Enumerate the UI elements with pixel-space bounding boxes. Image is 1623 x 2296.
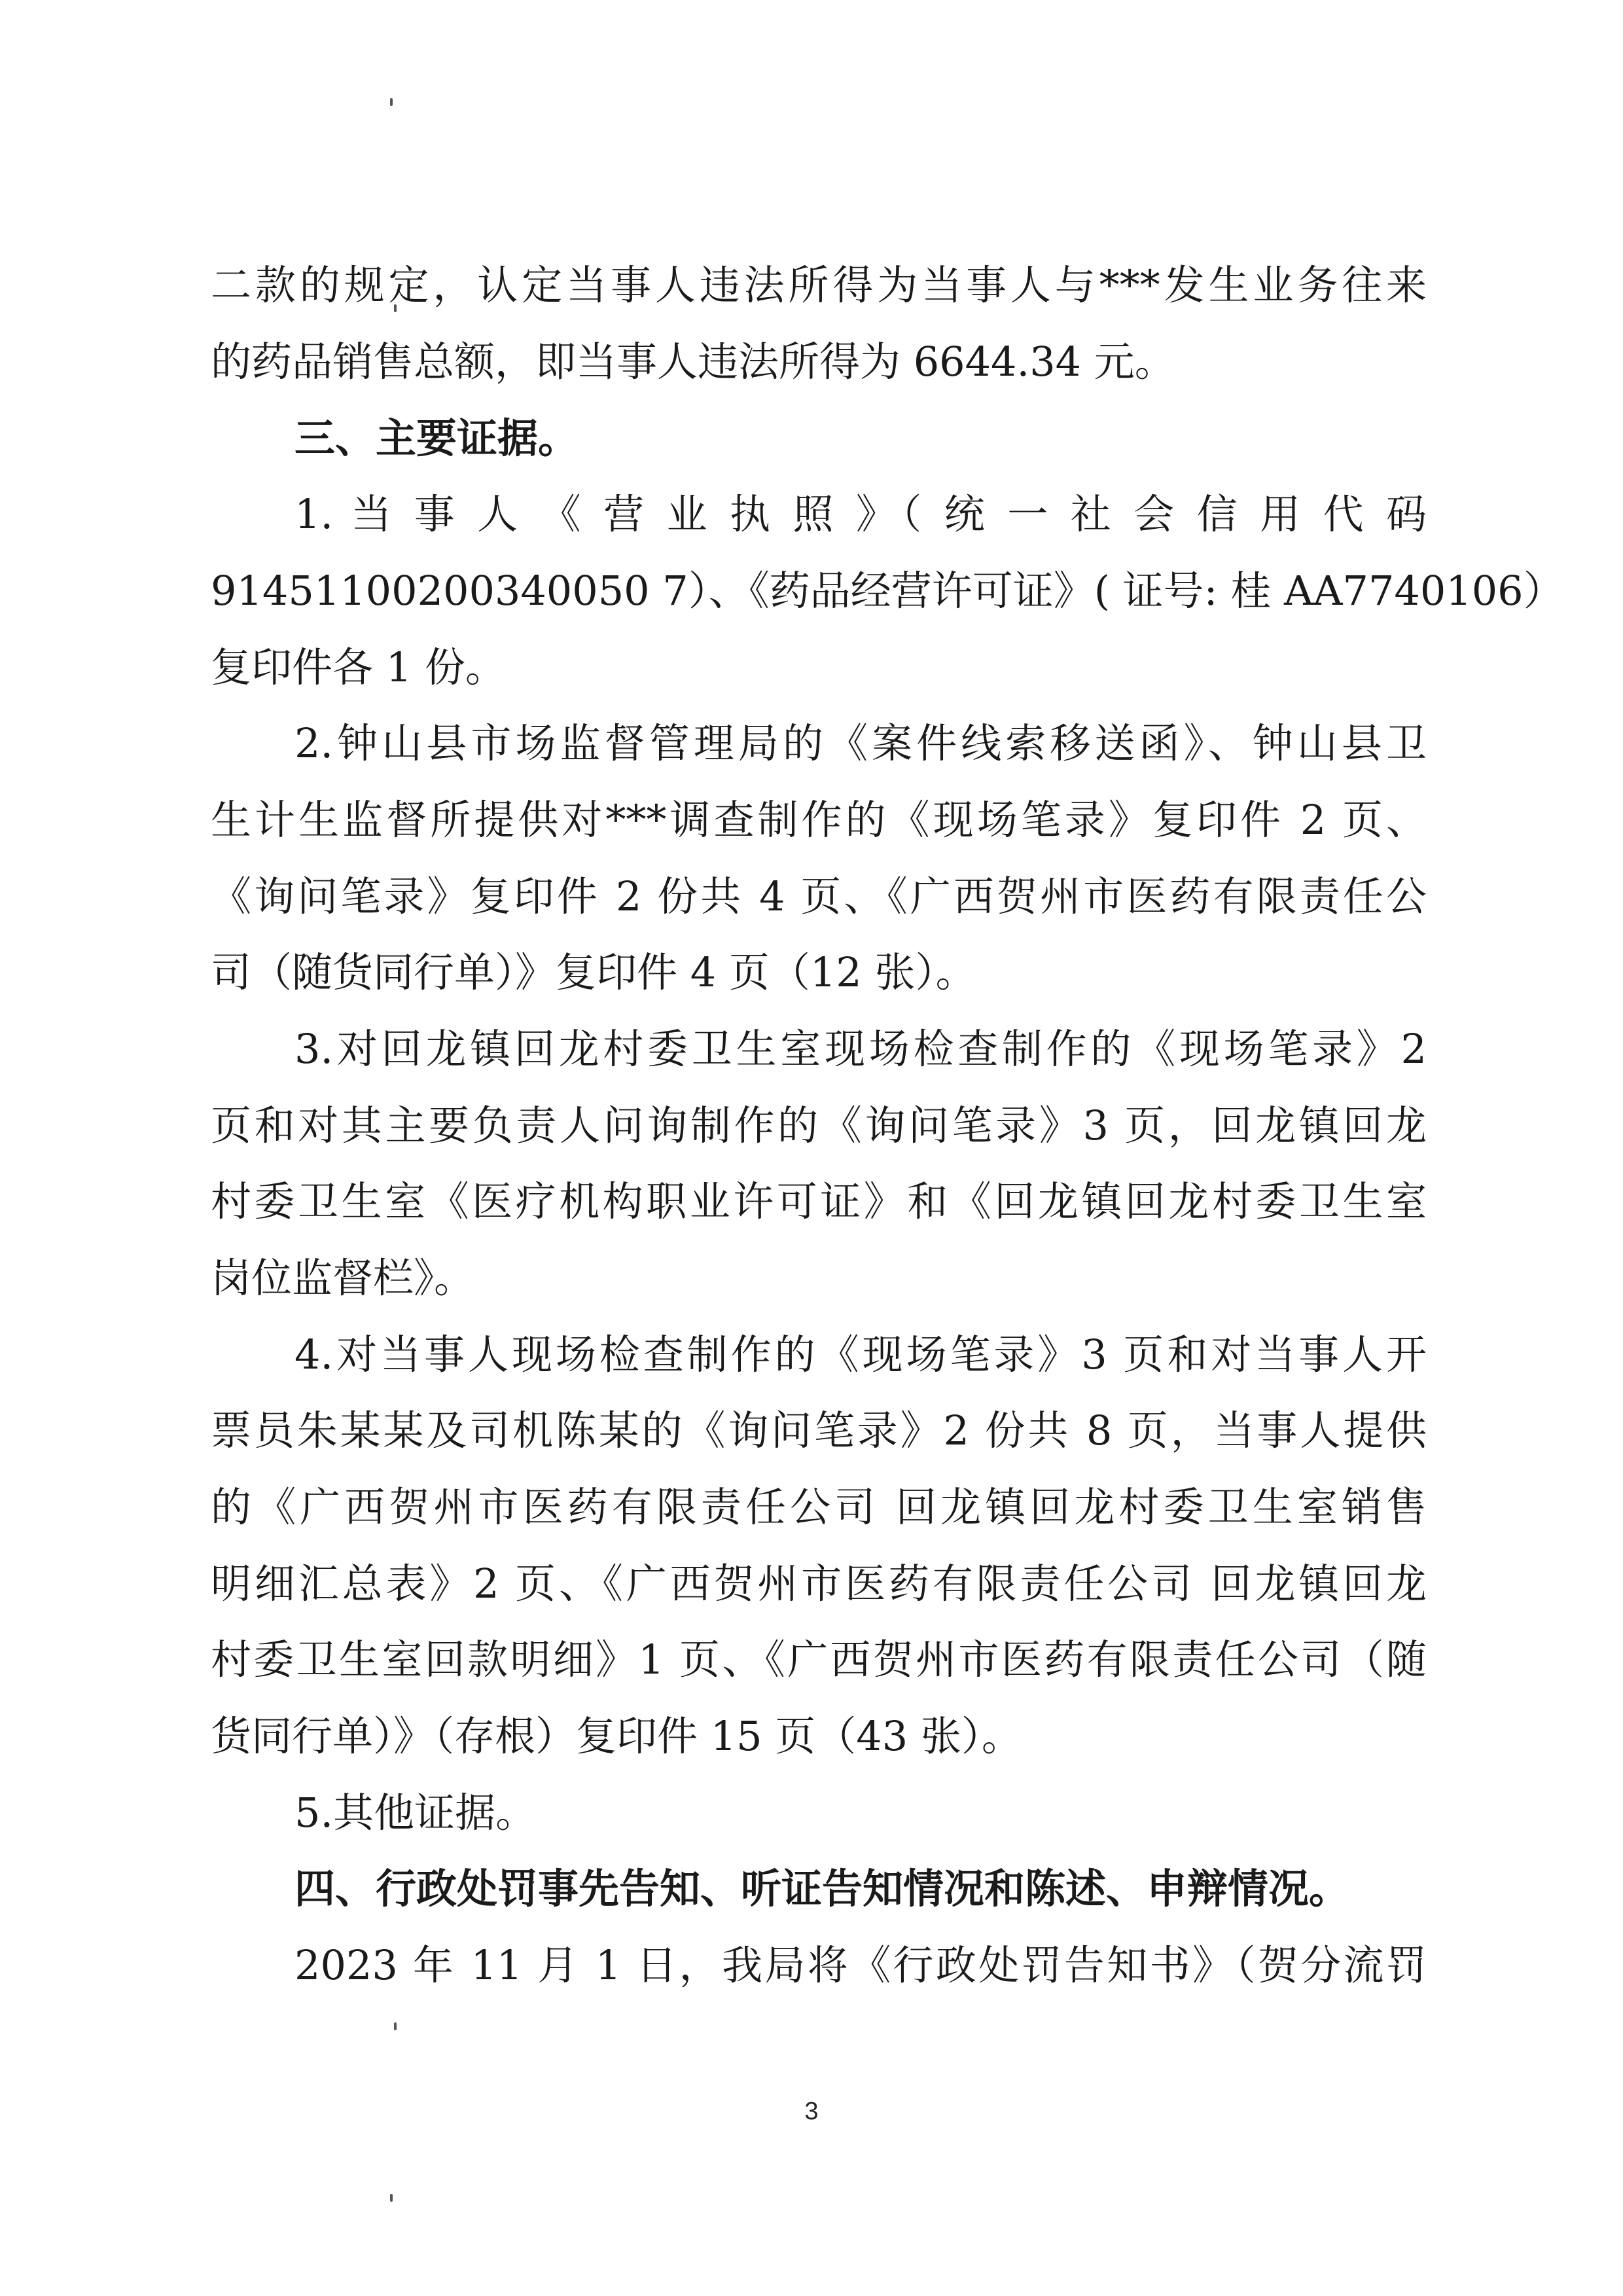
body-text-line: 1. 当 事 人 《 营 业 执 照 》（ 统 一 社 会 信 用 代 码 xyxy=(294,490,1427,538)
body-text-line: 3.对回龙镇回龙村委卫生室现场检查制作的《现场笔录》2 xyxy=(294,1025,1427,1073)
body-text-line: 村委卫生室回款明细》1 页、《广西贺州市医药有限责任公司（随 xyxy=(211,1636,1427,1683)
body-text-line: 《询问笔录》复印件 2 份共 4 页、《广西贺州市医药有限责任公 xyxy=(211,872,1427,920)
body-text-line: 的《广西贺州市医药有限责任公司 回龙镇回龙村委卫生室销售 xyxy=(211,1483,1427,1531)
section-heading: 三、主要证据。 xyxy=(294,414,579,462)
body-text-line: 明细汇总表》2 页、《广西贺州市医药有限责任公司 回龙镇回龙 xyxy=(211,1560,1427,1607)
page-number: 3 xyxy=(804,2098,819,2125)
body-text-line: 的药品销售总额，即当事人违法所得为 6644.34 元。 xyxy=(211,338,1175,386)
scan-speck xyxy=(390,98,393,106)
body-text-line: 2023 年 11 月 1 日，我局将《行政处罚告知书》（贺分流罚 xyxy=(294,1941,1427,1989)
body-text-line: 页和对其主要负责人问询制作的《询问笔录》3 页，回龙镇回龙 xyxy=(211,1102,1427,1149)
body-text-line: 司（随货同行单）》复印件 4 页（12 张）。 xyxy=(211,948,976,996)
section-heading: 四、行政处罚事先告知、听证告知情况和陈述、申辩情况。 xyxy=(294,1865,1350,1912)
scan-speck xyxy=(390,2194,393,2202)
body-text-line: 2.钟山县市场监督管理局的《案件线索移送函》、钟山县卫 xyxy=(294,719,1427,767)
body-text-line: 二款的规定，认定当事人违法所得为当事人与***发生业务往来 xyxy=(211,261,1427,309)
body-text-line: 4.对当事人现场检查制作的《现场笔录》3 页和对当事人开 xyxy=(294,1331,1427,1378)
body-text-line: 生计生监督所提供对***调查制作的《现场笔录》复印件 2 页、 xyxy=(211,796,1427,844)
body-text-line: 货同行单）》（存根）复印件 15 页（43 张）。 xyxy=(211,1712,1022,1760)
body-text-line: 票员朱某某及司机陈某的《询问笔录》2 份共 8 页，当事人提供 xyxy=(211,1407,1427,1454)
body-text-line: 岗位监督栏》。 xyxy=(211,1254,475,1302)
body-text-line: 91451100200340050 7）、《药品经营许可证》( 证号: 桂 AA7740106） xyxy=(211,567,1564,615)
scan-speck xyxy=(394,2022,397,2030)
body-text-line: 5.其他证据。 xyxy=(294,1789,537,1837)
body-text-line: 复印件各 1 份。 xyxy=(211,643,506,691)
body-text-line: 村委卫生室《医疗机构职业许可证》和《回龙镇回龙村委卫生室 xyxy=(211,1177,1427,1225)
